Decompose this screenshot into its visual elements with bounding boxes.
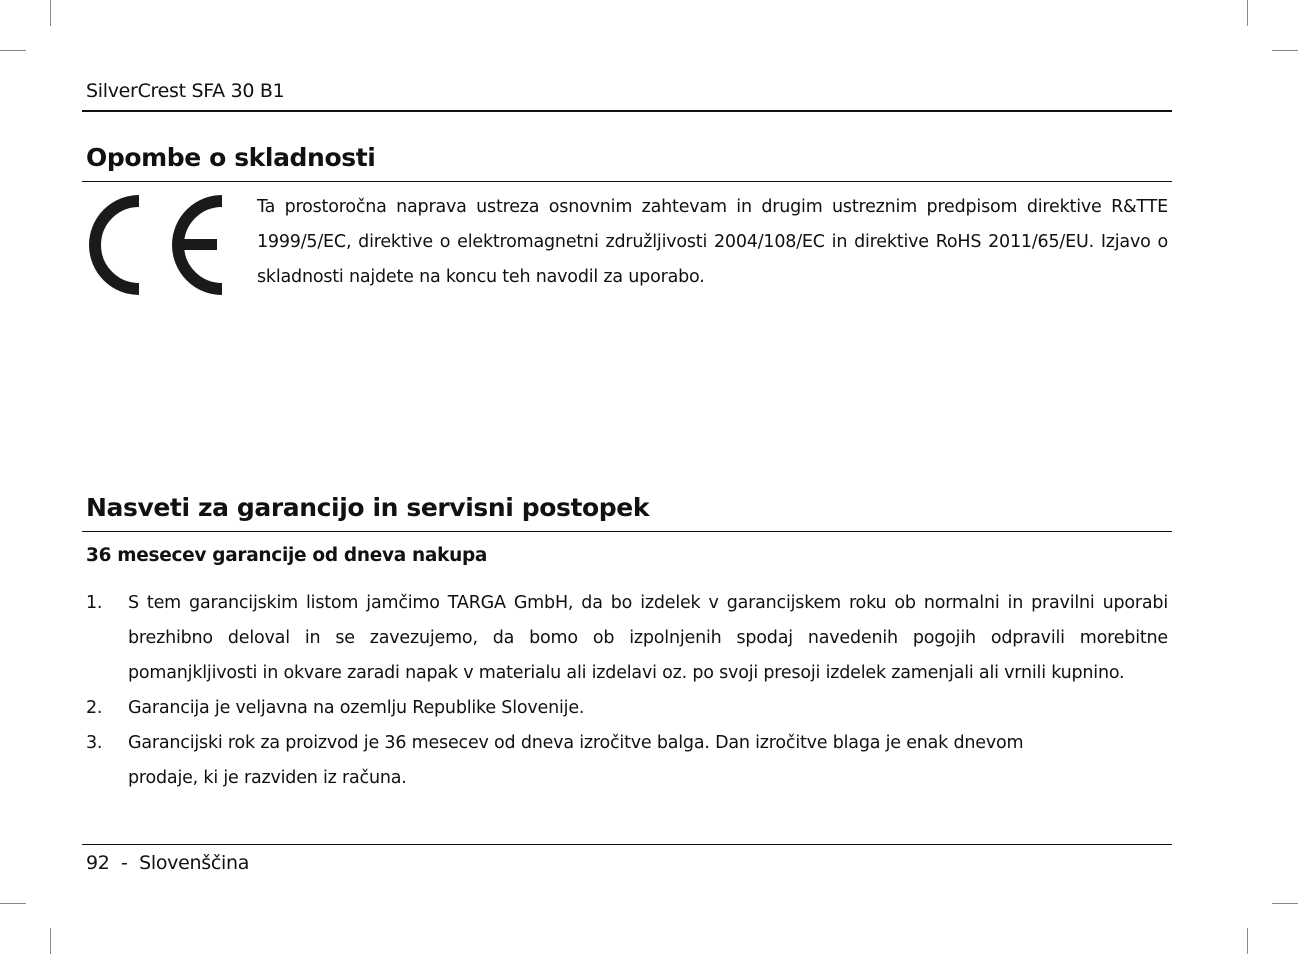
list-number: 2. [86, 698, 103, 718]
list-number: 3. [86, 733, 103, 753]
crop-mark [1272, 50, 1298, 51]
crop-mark [1247, 928, 1248, 954]
warranty-heading: Nasveti za garancijo in servisni postopek [86, 493, 650, 522]
list-item [86, 691, 1168, 726]
list-item-text: Garancija je veljavna na ozemlju Republike Slovenije. [128, 698, 585, 718]
crop-mark [0, 903, 26, 904]
footer-rule [82, 844, 1172, 845]
page-footer: 92 - Slovenščina [86, 852, 250, 874]
ce-mark-icon [84, 194, 226, 296]
warranty-terms-list [86, 586, 1168, 796]
crop-mark [0, 50, 26, 51]
document-header: SilverCrest SFA 30 B1 [86, 80, 285, 102]
list-item [86, 586, 1168, 691]
compliance-text: Ta prostoročna naprava ustreza osnovnim zahtevam in drugim ustreznim predpisom direktive R&TTE 1999/5/EC, direktive o elektromagnetni združljivosti 2004/108/EC in direktive RoHS 2011/65/EU. Izjavo o skladnosti najdete na koncu teh navodil za uporabo. [257, 197, 1168, 287]
section-rule [82, 181, 1172, 182]
list-item [86, 726, 1168, 796]
list-number: 1. [86, 593, 103, 613]
compliance-heading: Opombe o skladnosti [86, 143, 376, 172]
warranty-subheading: 36 mesecev garancije od dneva nakupa [86, 545, 488, 566]
crop-mark [50, 928, 51, 954]
list-item-text-line: Garancijski rok za proizvod je 36 mesecev od dneva izročitve balga. Dan izročitve blaga je enak dnevom [128, 733, 1024, 753]
list-item-text: S tem garancijskim listom jamčimo TARGA GmbH, da bo izdelek v garancijskem roku ob normalni in pravilni uporabi brezhibno deloval in se zavezujemo, da bomo ob izpolnjenih spodaj navedenih pogojih odpravili morebitne pomanjkljivosti in okvare zaradi napak v materialu ali izdelavi oz. po svoji presoji izdelek zamenjali ali vrnili kupnino. [128, 593, 1168, 683]
crop-mark [1247, 0, 1248, 26]
crop-mark [1272, 903, 1298, 904]
crop-mark [50, 0, 51, 26]
list-item-text-line: prodaje, ki je razviden iz računa. [128, 768, 407, 788]
section-rule [82, 531, 1172, 532]
header-rule [82, 110, 1172, 112]
